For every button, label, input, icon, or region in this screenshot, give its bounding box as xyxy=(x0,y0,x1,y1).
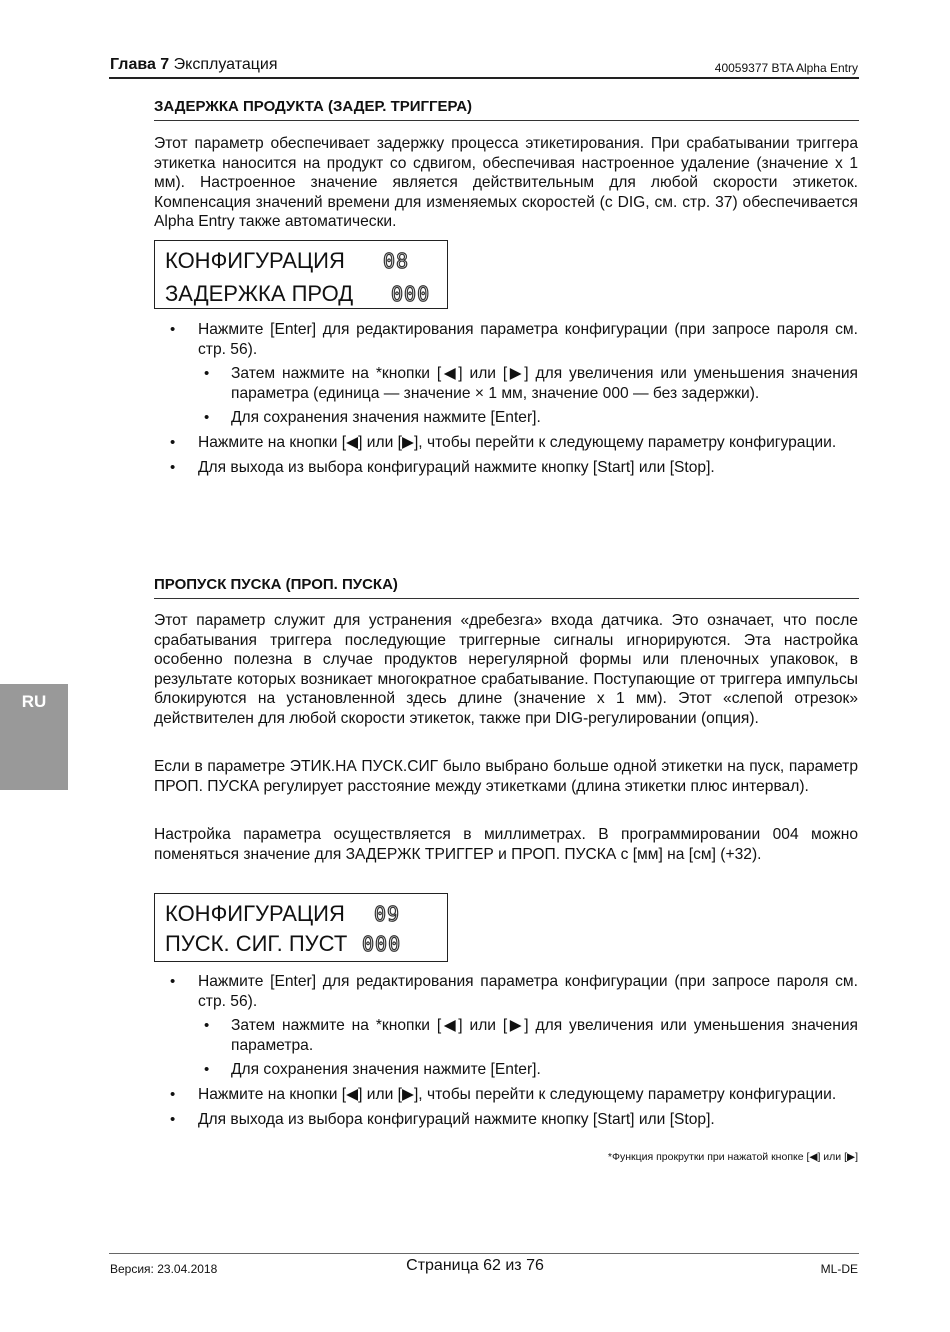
list-item: • Для выхода из выбора конфигураций нажмите кнопку [Start] или [Stop]. xyxy=(154,458,858,478)
section1-divider xyxy=(154,120,859,121)
section2-lcd-display xyxy=(154,893,448,962)
section2-bullet-list xyxy=(154,972,858,1134)
footnote: *Функция прокрутки при нажатой кнопке [◀] или [▶] xyxy=(607,1151,858,1163)
lcd-line1-label: КОНФИГУРАЦИЯ xyxy=(165,248,345,273)
chapter-label: Глава 7 xyxy=(110,56,170,73)
list-item: • Нажмите на кнопки [◀] или [▶], чтобы перейти к следующему параметру конфигурации. xyxy=(154,433,858,453)
list-item: • Для сохранения значения нажмите [Enter]. xyxy=(154,408,858,428)
doc-id: 40059377 BTA Alpha Entry xyxy=(714,61,858,75)
language-tab-label: RU xyxy=(21,692,47,711)
list-item: • Затем нажмите на *кнопки [◀] или [▶] для увеличения или уменьшения значения параметра. xyxy=(154,1016,858,1055)
list-item: • Нажмите [Enter] для редактирования параметра конфигурации (при запросе пароля см. стр. 56). xyxy=(154,972,858,1011)
list-item: • Для сохранения значения нажмите [Enter]. xyxy=(154,1060,858,1080)
language-tab xyxy=(0,684,68,790)
version-label: Версия: 23.04.2018 xyxy=(110,1262,218,1276)
list-item: • Нажмите [Enter] для редактирования параметра конфигурации (при запросе пароля см. стр. 56). xyxy=(154,320,858,359)
lcd-line2-label: ПУСК. СИГ. ПУСТ xyxy=(165,931,348,956)
doc-code: ML-DE xyxy=(820,1262,858,1276)
chapter-header xyxy=(110,56,278,74)
lcd-line2-label: ЗАДЕРЖКА ПРОД xyxy=(165,281,354,306)
section2-divider xyxy=(154,598,859,599)
footer-divider xyxy=(109,1253,859,1254)
chapter-title: Эксплуатация xyxy=(173,56,278,73)
section2-paragraph-3: Настройка параметра осуществляется в миллиметрах. В программировании 004 можно поменяться значение для ЗАДЕРЖК ТРИГГЕР и ПРОП. ПУСКА с [мм] на [см] (+32). xyxy=(154,826,858,863)
section2-paragraph-2: Если в параметре ЭТИК.НА ПУСК.СИГ было выбрано больше одной этикетки на пуск, параметр ПРОП. ПУСКА регулирует расстояние между этикетками (длина этикетки плюс интервал). xyxy=(154,758,858,795)
lcd-line1-value: 08 xyxy=(383,249,410,273)
section2-heading: ПРОПУСК ПУСКА (ПРОП. ПУСКА) xyxy=(154,576,398,593)
section2-paragraph-1: Этот параметр служит для устранения «дребезга» входа датчика. Это означает, что после срабатывания триггера последующие триггерные сигналы игнорируются. Эта настройка особенно полезна в случае продуктов нерегулярной формы или пленочных упаковок, в результате которых возникает многократное срабатывание. Поступающие от триггера импульсы блокируются на установленной здесь длине (значение x 1 мм). Этот «слепой отрезок» действителен для любой скорости этикеток, также при DIG-регулировании (опция). xyxy=(154,612,858,727)
list-item: • Для выхода из выбора конфигураций нажмите кнопку [Start] или [Stop]. xyxy=(154,1110,858,1130)
list-item: • Затем нажмите на *кнопки [◀] или [▶] для увеличения или уменьшения значения параметра (единица — значение × 1 мм, значение 000 — без задержки). xyxy=(154,364,858,403)
section1-heading: ЗАДЕРЖКА ПРОДУКТА (ЗАДЕР. ТРИГГЕРА) xyxy=(154,98,473,115)
lcd-line2-value: 000 xyxy=(362,932,402,956)
header-divider xyxy=(109,77,859,79)
page-number: Страница 62 из 76 xyxy=(406,1257,544,1274)
list-item: • Нажмите на кнопки [◀] или [▶], чтобы перейти к следующему параметру конфигурации. xyxy=(154,1085,858,1105)
section1-lcd-display xyxy=(154,240,448,309)
section1-bullet-list xyxy=(154,320,858,482)
lcd-line2-value: 000 xyxy=(391,282,431,306)
section1-paragraph: Этот параметр обеспечивает задержку процесса этикетирования. При срабатывании триггера этикетка наносится на продукт со сдвигом, обеспечивая настроенное удаление (значение x 1 мм). Настроенное значение является действительным для любой скорости этикеток. Компенсация значений времени для изменяемых скоростей (с DIG, см. стр. 37) обеспечивается Alpha Entry также автоматически. xyxy=(154,135,858,231)
lcd-line1-label: КОНФИГУРАЦИЯ xyxy=(165,901,345,926)
lcd-line1-value: 09 xyxy=(374,902,401,926)
